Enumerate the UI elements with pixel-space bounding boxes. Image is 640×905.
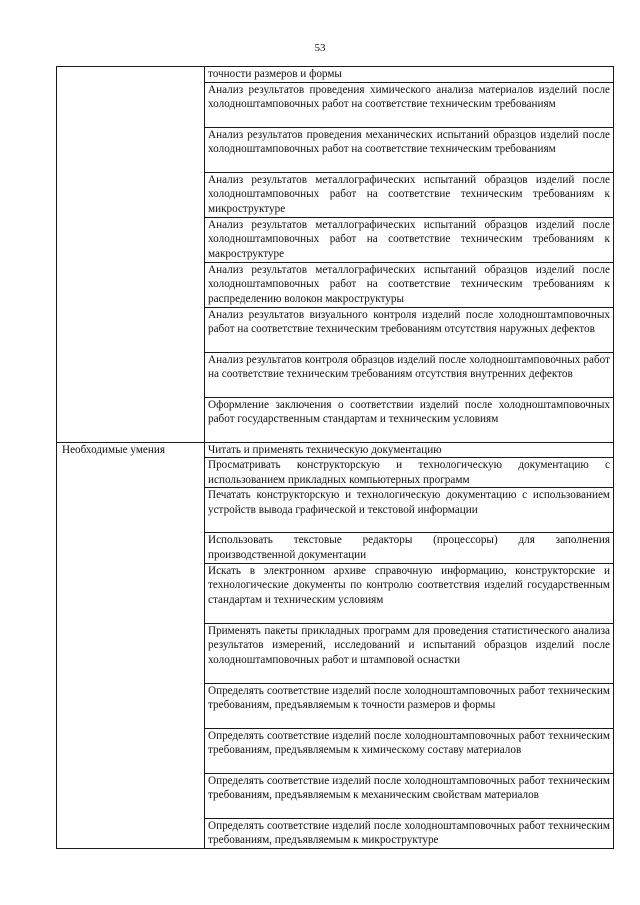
table-row — [57, 442, 614, 458]
page-number: 53 — [314, 42, 326, 54]
table-cell: Оформление заключения о соответствии изделий после холодноштамповочных работ государственным стандартам и техническим условиям — [205, 397, 614, 442]
requirements-table — [56, 66, 614, 849]
table-cell: Анализ результатов проведения химического анализа материалов изделий после холодноштамповочных работ на соответствие техническим требованиям — [205, 82, 614, 127]
table-cell: точности размеров и формы — [205, 67, 614, 83]
table-cell: Искать в электронном архиве справочную информацию, конструкторские и технологические документы по контролю соответствия изделий государственным стандартам и техническим условиям — [205, 563, 614, 623]
table-cell: Определять соответствие изделий после холодноштамповочных работ техническим требованиям, предъявляемым к точности размеров и формы — [205, 683, 614, 728]
table-cell: Анализ результатов металлографических испытаний образцов изделий после холодноштамповочных работ на соответствие техническим требованиям к микроструктуре — [205, 172, 614, 217]
table-cell: Использовать текстовые редакторы (процессоры) для заполнения производственной документации — [205, 533, 614, 563]
section-label-empty — [57, 67, 205, 443]
table-cell: Анализ результатов визуального контроля изделий после холодноштамповочных работ на соответствие техническим требованиям отсутствия наружных дефектов — [205, 307, 614, 352]
table-cell: Анализ результатов контроля образцов изделий после холодноштамповочных работ на соответствие техническим требованиям отсутствия внутренних дефектов — [205, 352, 614, 397]
table-cell: Просматривать конструкторскую и технологическую документацию с использованием прикладных компьютерных программ — [205, 458, 614, 488]
table-row — [57, 67, 614, 83]
table-cell: Анализ результатов металлографических испытаний образцов изделий после холодноштамповочных работ на соответствие техническим требованиям к распределению волокон макроструктуры — [205, 262, 614, 307]
table-cell: Читать и применять техническую документацию — [205, 442, 614, 458]
table-cell: Определять соответствие изделий после холодноштамповочных работ техническим требованиям, предъявляемым к микроструктуре — [205, 818, 614, 848]
table-cell: Определять соответствие изделий после холодноштамповочных работ техническим требованиям, предъявляемым к механическим свойствам материалов — [205, 773, 614, 818]
table-cell: Печатать конструкторскую и технологическую документацию с использованием устройств вывода графической и текстовой информации — [205, 488, 614, 533]
table-cell: Определять соответствие изделий после холодноштамповочных работ техническим требованиям, предъявляемым к химическому составу материалов — [205, 728, 614, 773]
table-cell: Анализ результатов металлографических испытаний образцов изделий после холодноштамповочных работ на соответствие техническим требованиям к макроструктуре — [205, 217, 614, 262]
section-label: Необходимые умения — [57, 442, 205, 848]
table-cell: Анализ результатов проведения механических испытаний образцов изделий после холодноштамповочных работ на соответствие техническим требованиям — [205, 127, 614, 172]
table-cell: Применять пакеты прикладных программ для проведения статистического анализа результатов измерений, исследований и испытаний образцов изделий после холодноштамповочных работ и штамповой оснастки — [205, 623, 614, 683]
